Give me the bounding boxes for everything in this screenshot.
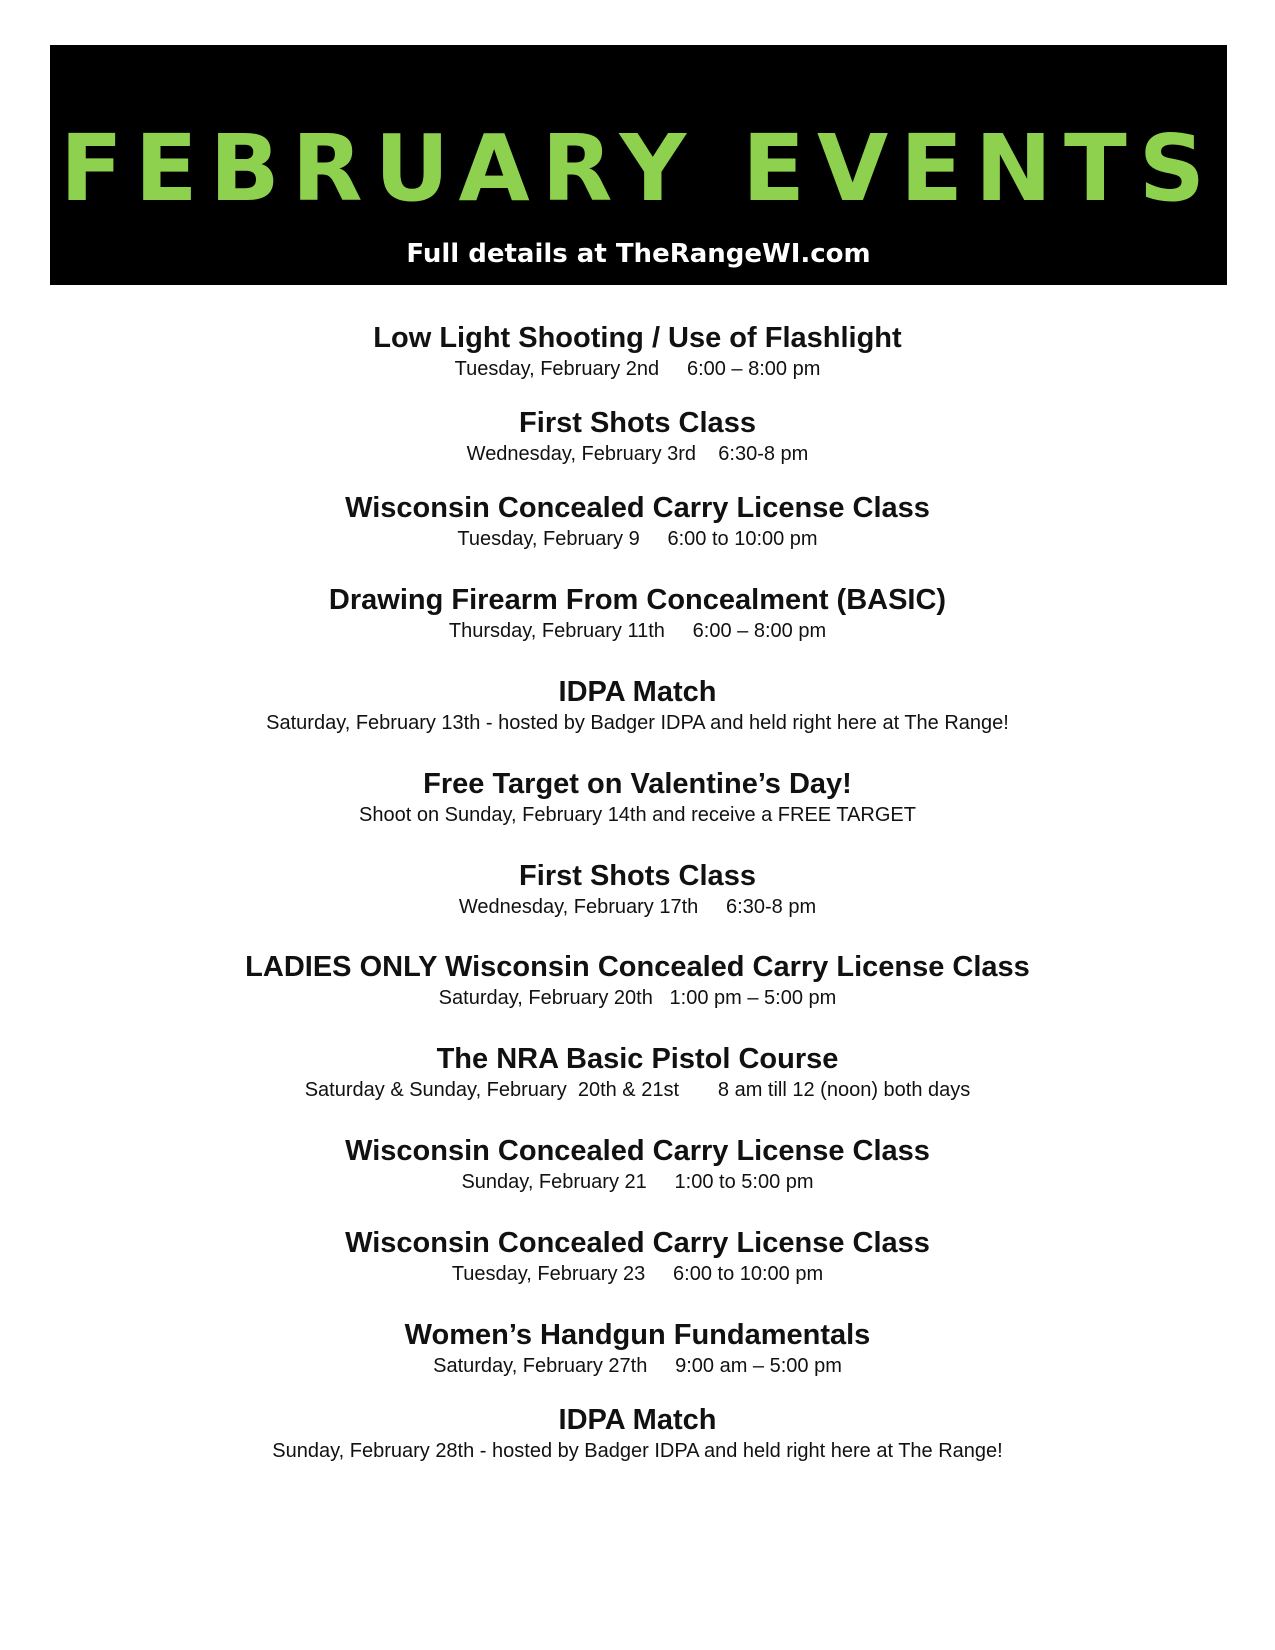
event-item: [0, 1041, 1275, 1103]
event-item: [0, 1133, 1275, 1195]
event-detail: Saturday, February 27th 9:00 am – 5:00 pm: [433, 1355, 842, 1377]
event-item: [0, 858, 1275, 920]
event-title: LADIES ONLY Wisconsin Concealed Carry License Class: [245, 951, 1030, 983]
event-item: [0, 1317, 1275, 1379]
page-title: FEBRUARY EVENTS: [59, 115, 1218, 222]
event-title: Drawing Firearm From Concealment (BASIC): [328, 584, 947, 616]
event-item: [0, 320, 1275, 382]
event-title: Wisconsin Concealed Carry License Class: [345, 1135, 930, 1167]
event-title: Wisconsin Concealed Carry License Class: [345, 492, 930, 524]
event-detail: Saturday & Sunday, February 20th & 21st 8 am till 12 (noon) both days: [304, 1079, 971, 1101]
event-title: Wisconsin Concealed Carry License Class: [345, 1227, 930, 1259]
event-detail: Tuesday, February 23 6:00 to 10:00 pm: [451, 1263, 824, 1285]
event-title: Free Target on Valentine’s Day!: [423, 768, 852, 800]
event-detail: Thursday, February 11th 6:00 – 8:00 pm: [448, 620, 827, 642]
event-detail: Tuesday, February 9 6:00 to 10:00 pm: [457, 528, 818, 550]
event-title: IDPA Match: [558, 676, 717, 708]
event-detail: Wednesday, February 3rd 6:30-8 pm: [466, 443, 809, 465]
event-detail: Tuesday, February 2nd 6:00 – 8:00 pm: [454, 358, 821, 380]
event-detail: Shoot on Sunday, February 14th and receive a FREE TARGET: [359, 804, 916, 826]
event-detail: Saturday, February 20th 1:00 pm – 5:00 pm: [438, 987, 837, 1009]
event-title: Low Light Shooting / Use of Flashlight: [373, 322, 902, 354]
event-item: [0, 1225, 1275, 1287]
event-item: [0, 1402, 1275, 1464]
event-title: IDPA Match: [558, 1404, 717, 1436]
event-detail: Saturday, February 13th - hosted by Badger IDPA and held right here at The Range!: [266, 712, 1009, 734]
event-detail: Sunday, February 21 1:00 to 5:00 pm: [461, 1171, 814, 1193]
event-item: [0, 674, 1275, 736]
event-item: [0, 405, 1275, 467]
event-item: [0, 766, 1275, 828]
event-title: The NRA Basic Pistol Course: [436, 1043, 839, 1075]
event-title: Women’s Handgun Fundamentals: [404, 1319, 871, 1351]
event-item: [0, 949, 1275, 1011]
event-detail: Sunday, February 28th - hosted by Badger IDPA and held right here at The Range!: [272, 1440, 1003, 1462]
event-detail: Wednesday, February 17th 6:30-8 pm: [458, 896, 817, 918]
event-item: [0, 582, 1275, 644]
event-title: First Shots Class: [519, 407, 756, 439]
page-subtitle: Full details at TheRangeWI.com: [406, 239, 871, 269]
event-item: [0, 490, 1275, 552]
event-title: First Shots Class: [519, 860, 756, 892]
